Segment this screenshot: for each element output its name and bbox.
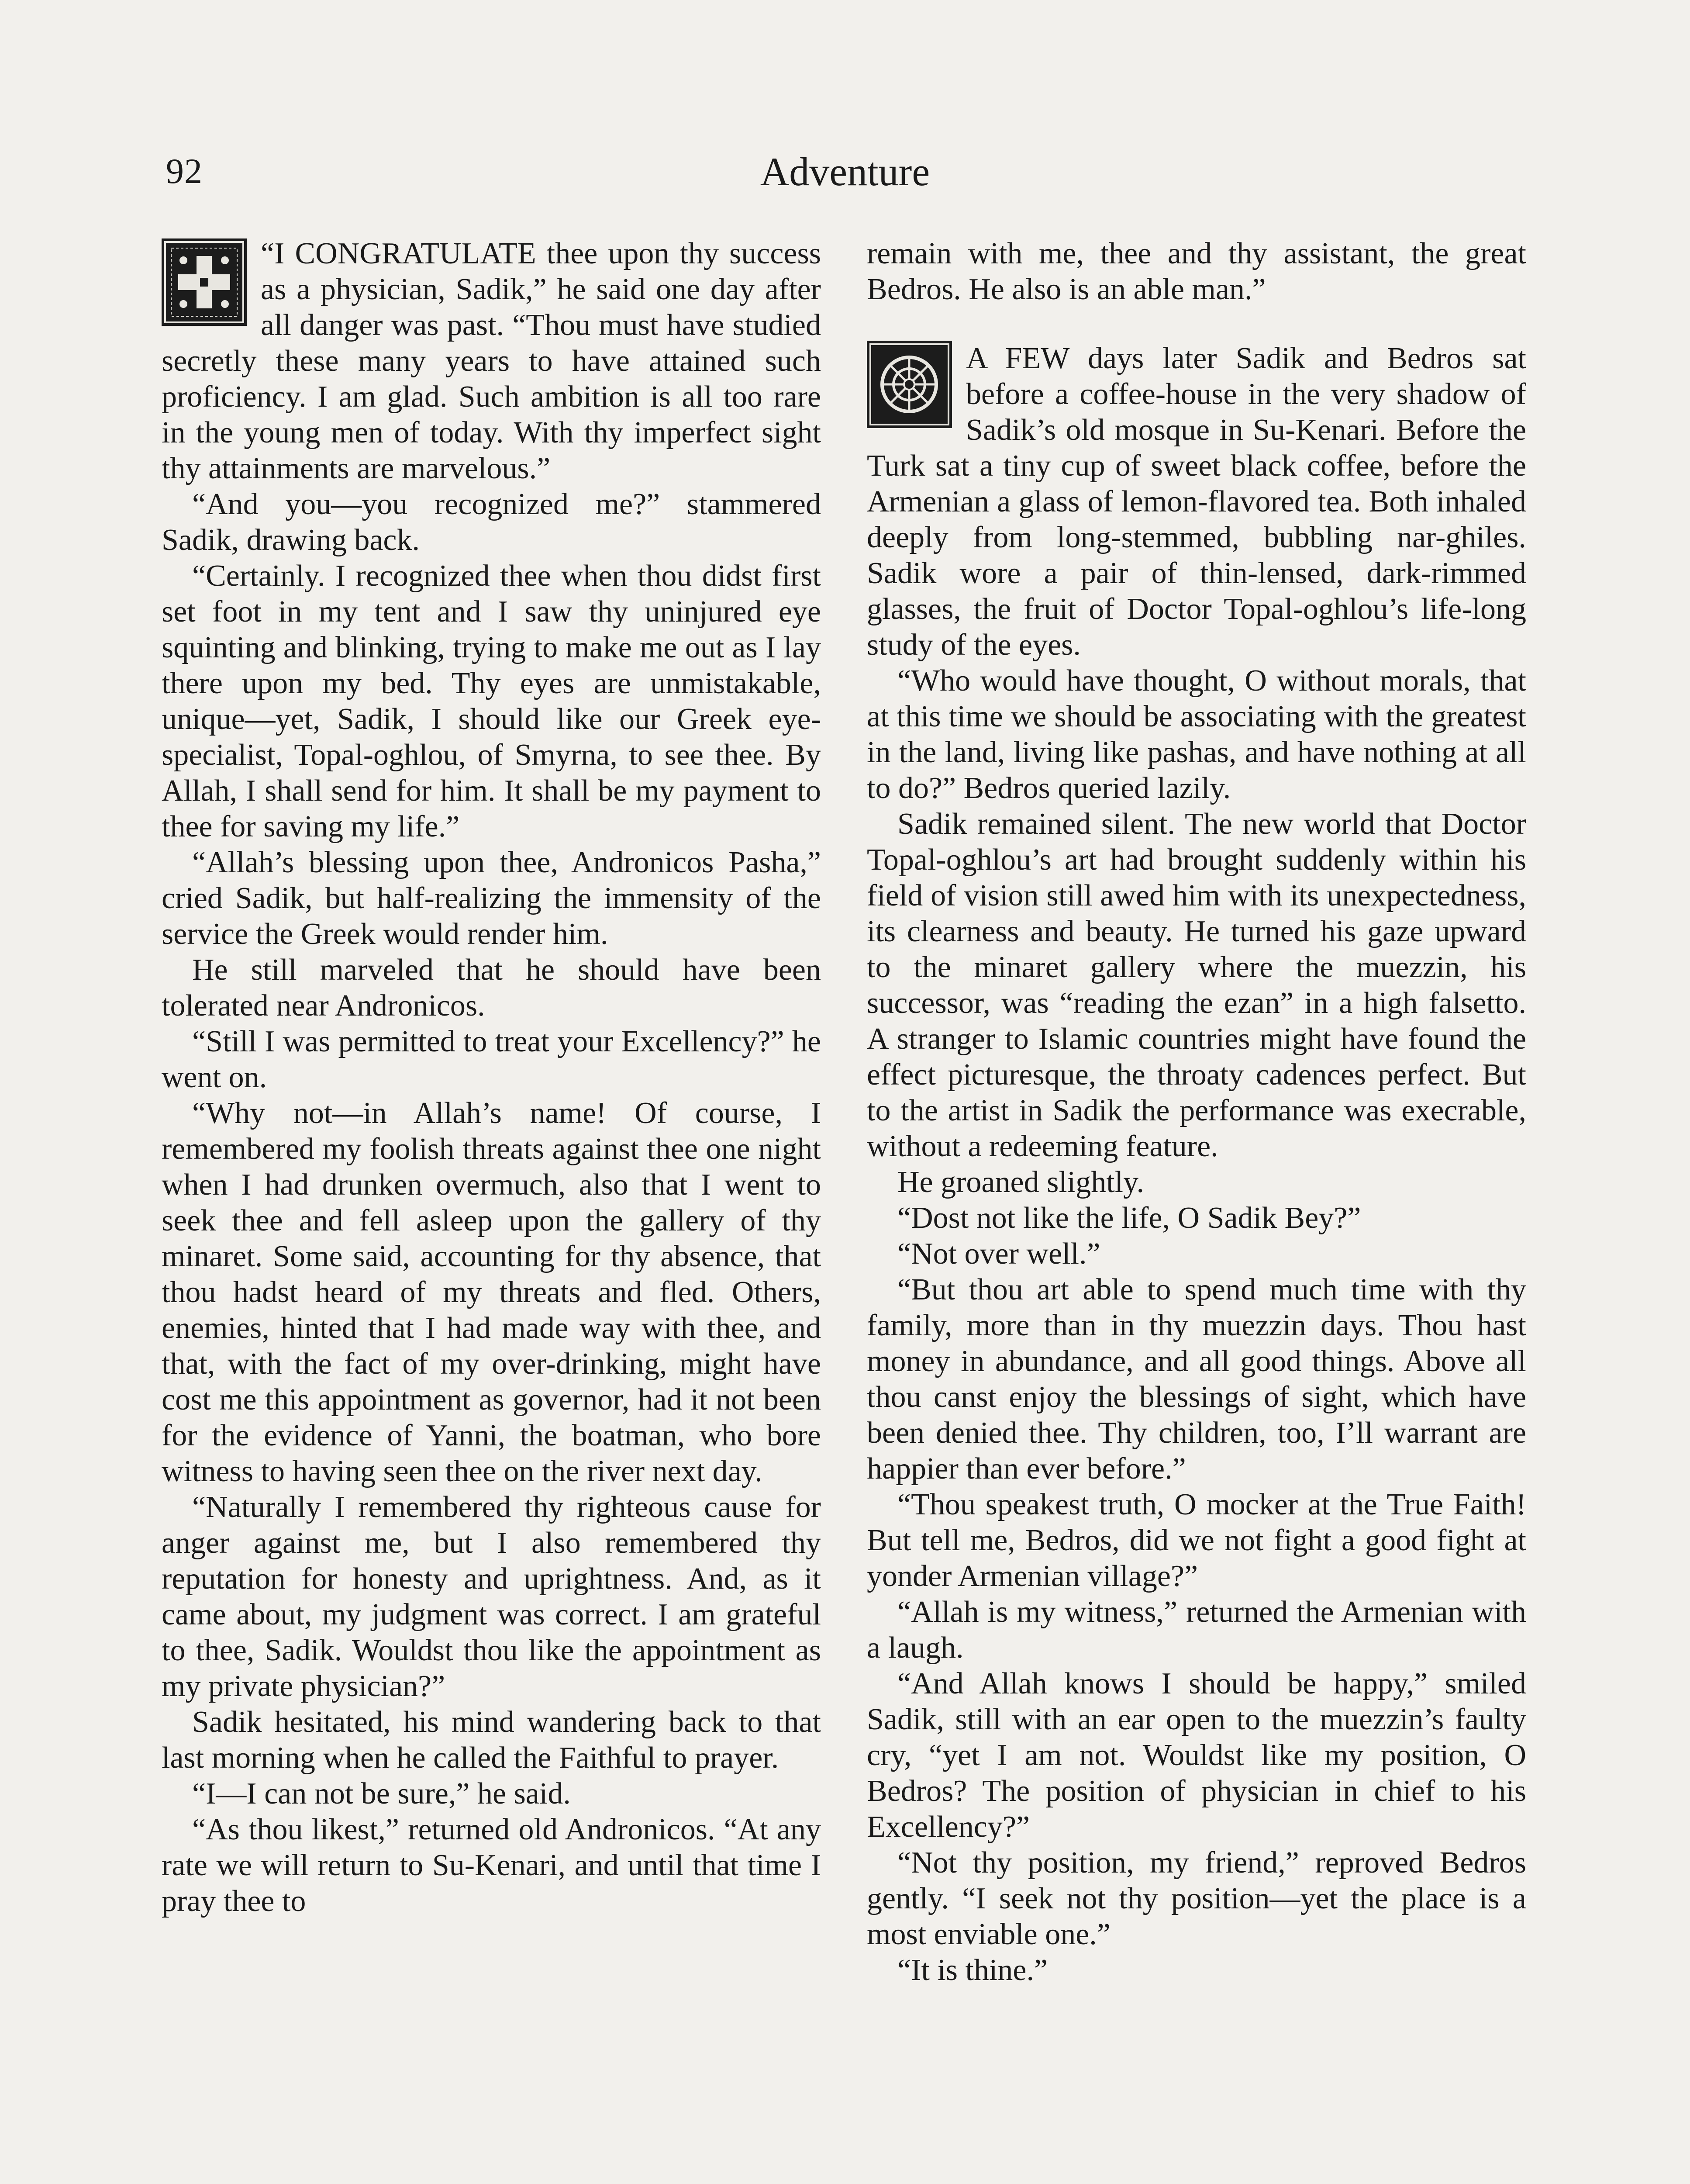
left-column <box>162 236 821 1919</box>
section-paragraph: A FEW days later Sadik and Bedros sat before a coffee-house in the very shadow of Sadik’s old mosque in Su-Kenari. Before the Turk sat a tiny cup of sweet black coffee, before the Armenian a glass of lemon-flavored tea. Both inhaled deeply from long-stemmed, bubbling nar-ghiles. Sadik wore a pair of thin-lensed, dark-rimmed glasses, the fruit of Doctor Topal-oghlou’s life-long study of the eyes. <box>867 342 1526 662</box>
paragraph: He groaned slightly. <box>897 1165 1145 1199</box>
running-head-title: Adventure <box>760 149 930 194</box>
paragraph: “Naturally I remembered thy righteous cause for anger against me, but I also remembered thy reputation for honesty and uprightness. And, as it came about, my judgment was correct. I am grateful to thee, Sadik. Wouldst thou like the appointment as my private physician?” <box>162 1490 821 1703</box>
paragraph: “Thou speakest truth, O mocker at the True Faith! But tell me, Bedros, did we not fight a good fight at yonder Armenian village?” <box>867 1488 1526 1593</box>
paragraph: “Certainly. I recognized thee when thou didst first set foot in my tent and I saw thy uninjured eye squinting and blinking, trying to make me out as I lay there upon my bed. Thy eyes are unmistakable, unique—yet, Sadik, I should like our Greek eye-specialist, Topal-oghlou, of Smyrna, to see thee. By Allah, I shall send for him. It shall be my payment to thee for saving my life.” <box>162 559 821 843</box>
paragraph: remain with me, thee and thy assistant, the great Bedros. He also is an able man.” <box>867 237 1526 306</box>
paragraph: “Not thy position, my friend,” reproved Bedros gently. “I seek not thy position—yet the place is a most enviable one.” <box>867 1846 1526 1951</box>
paragraph: He still marveled that he should have been tolerated near Andronicos. <box>162 953 821 1023</box>
paragraph: “And Allah knows I should be happy,” smiled Sadik, still with an ear open to the muezzin’s faulty cry, “yet I am not. Wouldst like my position, O Bedros? The position of physician in chief to his Excellency?” <box>867 1667 1526 1844</box>
page-number: 92 <box>166 151 203 191</box>
paragraph: “I—I can not be sure,” he said. <box>192 1777 571 1811</box>
paragraph: “And you—you recognized me?” stammered Sadik, drawing back. <box>162 487 821 557</box>
paragraph: “Dost not like the life, O Sadik Bey?” <box>897 1201 1361 1235</box>
paragraph: “But thou art able to spend much time with thy family, more than in thy muezzin days. Thou hast money in abundance, and all good things. Above all thou canst enjoy the blessings of sight, which have been denied thee. Thy children, too, I’ll warrant are happier than ever before.” <box>867 1273 1526 1486</box>
paragraph: “I CONGRATULATE thee upon thy success as a physician, Sadik,” he said one day after all danger was past. “Thou must have studied secretly these many years to have attained such proficiency. I am glad. Such ambition is all too rare in the young men of today. With thy imperfect sight thy attainments are marvelous.” <box>162 237 821 485</box>
paragraph: “Not over well.” <box>897 1237 1100 1271</box>
ornamental-dropcap-icon <box>162 238 247 326</box>
paragraph: Sadik remained silent. The new world that Doctor Topal-oghlou’s art had brought suddenly within his field of vision still awed him with its unexpectedness, its clearness and beauty. He turned his gaze upward to the minaret gallery where the muezzin, his successor, was “reading the ezan” in a high falsetto. A stranger to Islamic countries might have found the effect picturesque, the throaty cadences perfect. But to the artist in Sadik the performance was execrable, without a redeeming feature. <box>867 807 1526 1163</box>
paragraph: “Allah’s blessing upon thee, Andronicos Pasha,” cried Sadik, but half-realizing the immensity of the service the Greek would render him. <box>162 846 821 951</box>
right-column <box>867 236 1526 1988</box>
paragraph: “Still I was permitted to treat your Excellency?” he went on. <box>162 1025 821 1094</box>
paragraph: “Allah is my witness,” returned the Armenian with a laugh. <box>867 1595 1526 1665</box>
paragraph: “As thou likest,” returned old Andronicos. “At any rate we will return to Su-Kenari, and until that time I pray thee to <box>162 1813 821 1918</box>
paragraph: “Who would have thought, O without morals, that at this time we should be associating with the greatest in the land, living like pashas, and have nothing at all to do?” Bedros queried lazily. <box>867 664 1526 805</box>
paragraph: “Why not—in Allah’s name! Of course, I remembered my foolish threats against thee one night when I had drunken overmuch, also that I went to seek thee and fell asleep upon the gallery of thy minaret. Some said, accounting for thy absence, that thou hadst heard of my threats and fled. Others, enemies, hinted that I had made way with thee, and that, with the fact of my over-drinking, might have cost me this appointment as governor, had it not been for the evidence of Yanni, the boatman, who bore witness to having seen thee on the river next day. <box>162 1096 821 1488</box>
paragraph: Sadik hesitated, his mind wandering back to that last morning when he called the Faithful to prayer. <box>162 1705 821 1775</box>
ornamental-knot-dropcap-icon <box>867 341 952 428</box>
paragraph: “It is thine.” <box>897 1953 1048 1987</box>
